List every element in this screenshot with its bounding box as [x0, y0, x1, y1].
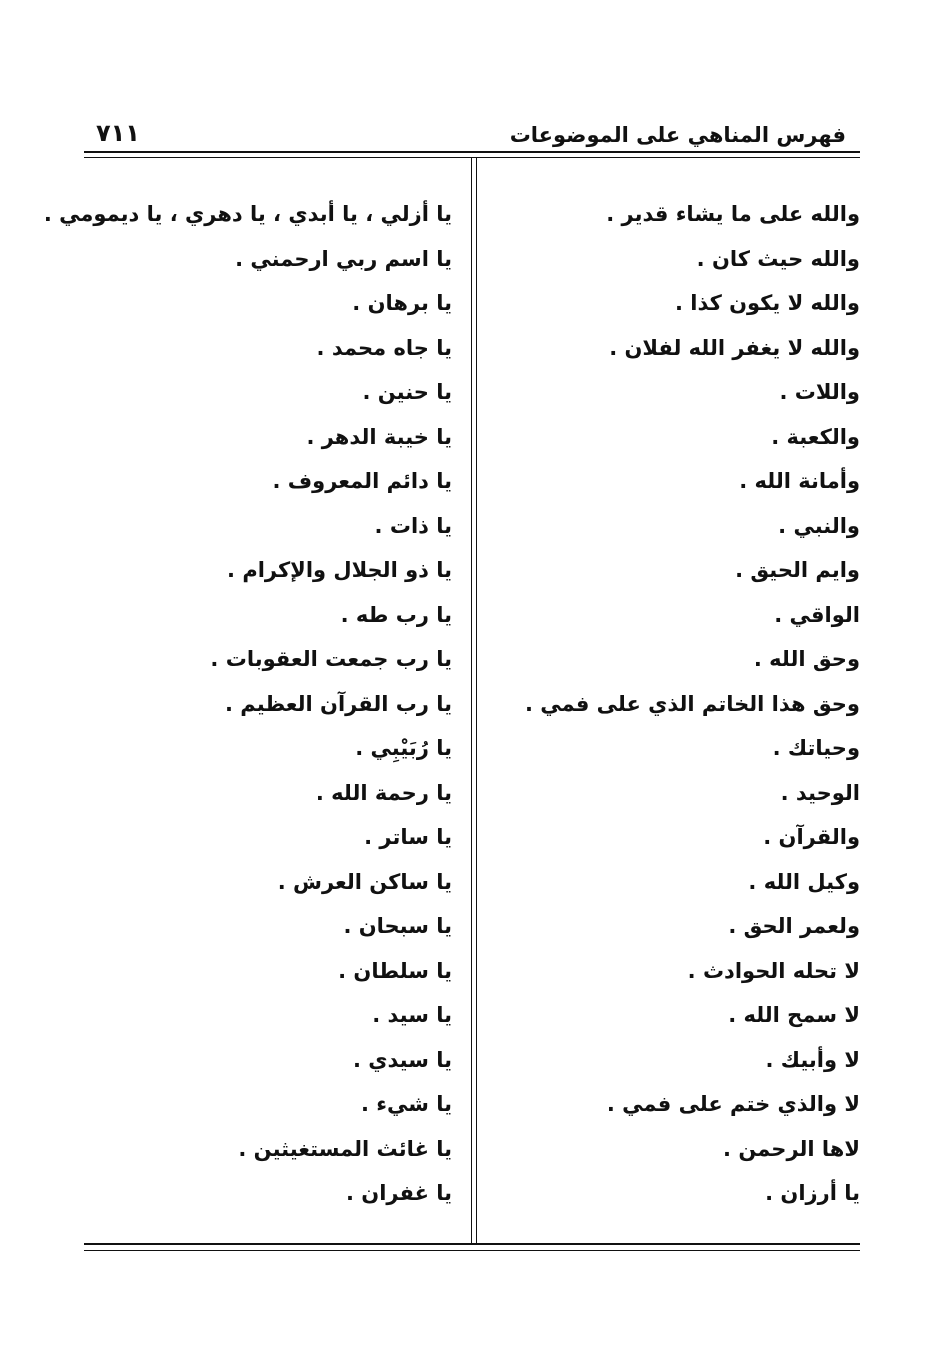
index-entry: وحق الله .	[753, 647, 860, 671]
index-column-left	[43, 192, 452, 1216]
index-entry: ولعمر الحق .	[728, 914, 860, 938]
column-divider	[471, 157, 472, 1245]
index-entry: واللات .	[779, 380, 860, 404]
index-entry: الوحيد .	[780, 780, 860, 805]
index-entry: وكيل الله .	[748, 869, 860, 894]
index-entry: يا سيدي .	[353, 1047, 452, 1072]
index-entry: يا غائث المستغيثين .	[238, 1136, 452, 1161]
index-entry: يا أزلي ، يا أبدي ، يا دهري ، يا ديمومي .	[43, 202, 452, 226]
index-entry: لا والذي ختم على فمي .	[606, 1092, 860, 1116]
index-entry: يا حنين .	[362, 380, 452, 404]
index-entry: والله لا يكون كذا .	[674, 291, 860, 315]
index-entry: يا سيد .	[372, 1003, 452, 1027]
footer-rule	[84, 1243, 860, 1245]
index-entry: يا سبحان .	[343, 914, 452, 938]
running-header-title: فهرس المناهي على الموضوعات	[509, 123, 846, 147]
index-entry: يا اسم ربي ارحمني .	[235, 246, 452, 271]
footer-rule-thin	[84, 1250, 860, 1251]
index-entry: الواقي .	[774, 602, 860, 627]
index-entry: وحق هذا الخاتم الذي على فمي .	[524, 691, 860, 716]
index-entry: لا وأبيك .	[765, 1047, 860, 1072]
index-entry: يا شيء .	[360, 1092, 452, 1116]
column-divider	[476, 157, 477, 1245]
index-column-right	[490, 192, 860, 1216]
header-rule	[84, 151, 860, 153]
index-entry: والكعبة .	[771, 424, 860, 449]
index-entry: يا رب طه .	[340, 602, 452, 627]
index-entry: يا جاه محمد .	[316, 335, 452, 360]
index-entry: يا خيبة الدهر .	[306, 424, 452, 449]
index-entry: وحياتك .	[772, 736, 860, 760]
index-entry: يا ذو الجلال والإكرام .	[227, 558, 452, 582]
index-entry: والله على ما يشاء قدير .	[606, 202, 860, 226]
index-entry: يا رحمة الله .	[315, 780, 452, 805]
index-entry: والقرآن .	[763, 825, 860, 849]
index-entry: يا غفران .	[345, 1181, 452, 1205]
index-entry: والله لا يغفر الله لفلان .	[609, 335, 860, 360]
index-entry: وايم الحيق .	[735, 558, 860, 582]
index-entry: يا أرزان .	[765, 1181, 860, 1205]
index-entry: يا ساتر .	[364, 825, 452, 849]
index-entry: والنبي .	[778, 513, 860, 538]
page-number: ٧١١	[96, 119, 140, 147]
index-entry: يا رب القرآن العظيم .	[224, 691, 452, 716]
index-entry: لاها الرحمن .	[723, 1136, 860, 1161]
index-entry: يا رُبَيْبِي .	[355, 736, 452, 760]
index-entry: يا ذات .	[374, 513, 452, 538]
index-entry: لا سمح الله .	[728, 1003, 860, 1027]
index-entry: يا برهان .	[352, 291, 452, 315]
index-entry: يا دائم المعروف .	[272, 469, 452, 493]
index-entry: يا سلطان .	[338, 958, 452, 983]
header-rule-thin	[84, 157, 860, 158]
index-entry: وأمانة الله .	[739, 469, 860, 493]
index-entry: لا تحله الحوادث .	[687, 958, 860, 983]
index-entry: يا ساكن العرش .	[277, 869, 452, 894]
index-entry: يا رب جمعت العقوبات .	[210, 647, 452, 671]
index-entry: والله حيث كان .	[696, 246, 860, 271]
